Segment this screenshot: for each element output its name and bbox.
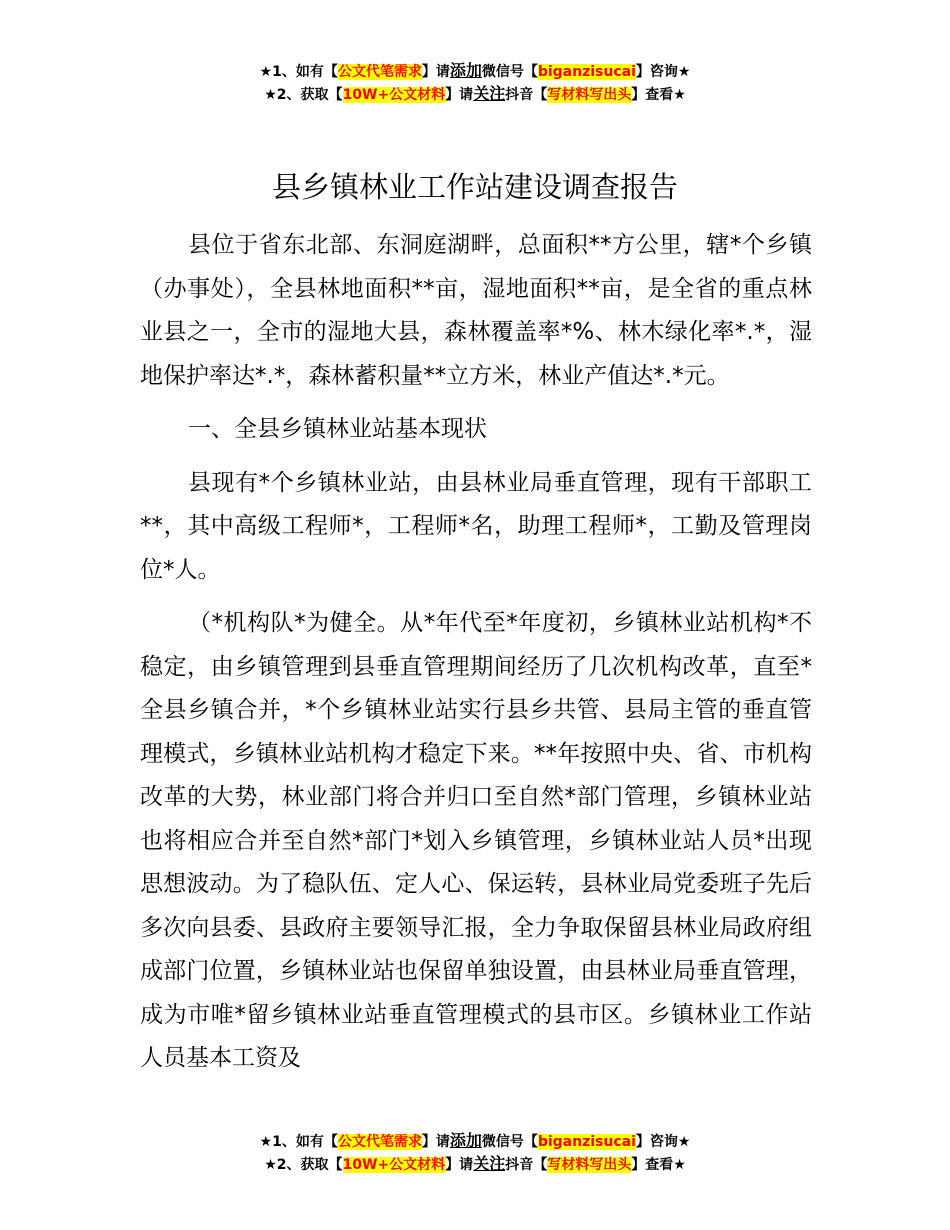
ad-emphasis: 关注 <box>473 84 506 103</box>
ad-highlight: 写材料写出头 <box>547 1157 632 1173</box>
paragraph-staff: 县现有*个乡镇林业站，由县林业局垂直管理，现有干部职工**，其中高级工程师*，工程师*名，助理工程师*，工勤及管理岗位*人。 <box>140 469 812 583</box>
ad-text: 】请 <box>421 1134 450 1150</box>
ad-text: 】咨询★ <box>635 64 691 80</box>
ad-emphasis: 添加 <box>449 61 482 80</box>
ad-text: 】请 <box>445 1157 474 1173</box>
paragraph-intro: 县位于省东北部、东洞庭湖畔，总面积**方公里，辖*个乡镇（办事处），全县林地面积**亩，湿地面积**亩，是全省的重点林业县之一，全市的湿地大县，森林覆盖率*%、林木绿化率*.*，湿地保护率达*.*，森林蓄积量**立方米，林业产值达*.*元。 <box>140 232 812 389</box>
ad-banner-top <box>0 60 950 106</box>
ad-emphasis: 添加 <box>449 1131 482 1150</box>
paragraph-organization: （*机构队*为健全。从*年代至*年度初，乡镇林业站机构*不稳定，由乡镇管理到县垂直管理期间经历了几次机构改革，直至*全县乡镇合并，*个乡镇林业站实行县乡共管、县局主管的垂直管理模式，乡镇林业站机构才稳定下来。**年按照中央、省、市机构改革的大势，林业部门将合并归口至自然*部门管理，乡镇林业站也将相应合并至自然*部门*划入乡镇管理，乡镇林业站人员*出现思想波动。为了稳队伍、定人心、保运转，县林业局党委班子先后多次向县委、县政府主要领导汇报，全力争取保留县林业局政府组成部门位置，乡镇林业站也保留单独设置，由县林业局垂直管理，成为市唯*留乡镇林业站垂直管理模式的县市区。乡镇林业工作站人员基本工资及 <box>140 610 812 1071</box>
section-heading: 一、全县乡镇林业站基本现状 <box>188 416 487 442</box>
ad-text: 微信号【 <box>481 1134 538 1150</box>
document-title: 县乡镇林业工作站建设调查报告 <box>271 170 678 204</box>
ad-banner-bottom <box>0 1130 950 1176</box>
ad-highlight: 公文代笔需求 <box>337 1134 422 1150</box>
ad-highlight: 公文代笔需求 <box>337 64 422 80</box>
ad-text: ★1、如有【 <box>259 1134 338 1150</box>
ad-highlight: 10W+公文材料 <box>342 1157 446 1173</box>
ad-text: 】查看★ <box>631 87 686 103</box>
ad-line-1 <box>0 1130 950 1153</box>
ad-emphasis: 关注 <box>473 1154 506 1173</box>
ad-highlight: biganzisucai <box>537 1134 636 1150</box>
document-body <box>140 224 812 1091</box>
ad-text: 】查看★ <box>631 1157 686 1173</box>
ad-text: 抖音【 <box>505 1157 548 1173</box>
ad-text: 】请 <box>421 64 450 80</box>
ad-line-2 <box>0 83 950 106</box>
ad-text: ★2、获取【 <box>264 1157 343 1173</box>
ad-highlight: biganzisucai <box>537 64 636 80</box>
ad-text: 】咨询★ <box>635 1134 691 1150</box>
ad-text: 微信号【 <box>481 64 538 80</box>
ad-text: ★2、获取【 <box>264 87 343 103</box>
ad-line-2 <box>0 1153 950 1176</box>
ad-highlight: 10W+公文材料 <box>342 87 446 103</box>
ad-highlight: 写材料写出头 <box>547 87 632 103</box>
ad-text: ★1、如有【 <box>259 64 338 80</box>
ad-text: 抖音【 <box>505 87 548 103</box>
ad-text: 】请 <box>445 87 474 103</box>
ad-line-1 <box>0 60 950 83</box>
